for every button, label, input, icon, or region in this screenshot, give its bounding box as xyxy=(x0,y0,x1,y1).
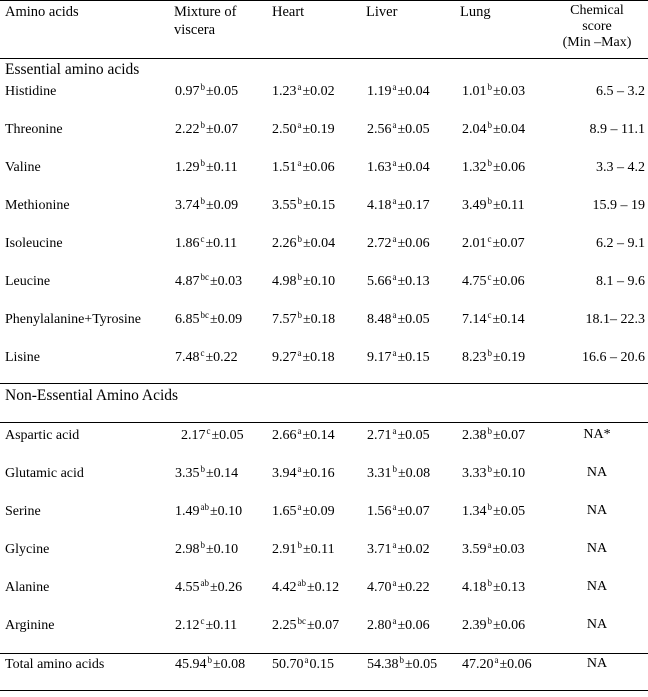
table-row xyxy=(0,349,648,369)
significance-letter: c xyxy=(487,234,492,244)
significance-letter: a xyxy=(494,655,499,665)
significance-letter: a xyxy=(297,502,302,512)
significance-letter: a xyxy=(297,82,302,92)
rule-nonessential-header-bottom xyxy=(0,422,648,423)
cell-mixture: 0.97$^b$±0.05 xyxy=(175,82,239,99)
cell-chemical-score: 15.9 – 19 xyxy=(592,198,645,213)
significance-letter: b xyxy=(200,120,205,130)
significance-letter: b xyxy=(297,540,302,550)
significance-letter: b xyxy=(297,272,302,282)
row-name: Threonine xyxy=(5,122,63,137)
cell-chemical-score: NA xyxy=(586,579,608,594)
table-row xyxy=(0,235,648,255)
significance-letter: a xyxy=(392,578,397,588)
rule-bottom xyxy=(0,690,648,691)
cell-liver: 1.63$^a$±0.04 xyxy=(367,158,430,175)
cell-liver: 3.71$^a$±0.02 xyxy=(367,540,430,557)
rule-essential-end xyxy=(0,383,648,384)
table-row xyxy=(0,159,648,179)
cell-lung: 7.14$^c$±0.14 xyxy=(462,310,525,327)
cell-mixture: 3.74$^b$±0.09 xyxy=(175,196,239,213)
significance-letter: ab xyxy=(297,578,306,588)
section-essential-title: Essential amino acids xyxy=(5,61,140,78)
cell-chemical-score: NA xyxy=(586,656,608,671)
cell-lung: 2.38$^b$±0.07 xyxy=(462,426,526,443)
table-row xyxy=(0,617,648,637)
header-amino-acids: Amino acids xyxy=(5,4,79,20)
cell-liver: 2.56$^a$±0.05 xyxy=(367,120,430,137)
header-chem-line3: (Min –Max) xyxy=(562,35,632,50)
cell-chemical-score: 6.2 – 9.1 xyxy=(596,236,645,251)
significance-letter: b xyxy=(200,82,205,92)
significance-letter: b xyxy=(200,540,205,550)
significance-letter: b xyxy=(487,502,492,512)
cell-lung: 4.18$^b$±0.13 xyxy=(462,578,526,595)
cell-heart: 4.98$^b$±0.10 xyxy=(272,272,336,289)
cell-lung: 2.39$^b$±0.06 xyxy=(462,616,526,633)
cell-liver: 2.72$^a$±0.06 xyxy=(367,234,430,251)
cell-mixture: 2.17$^c$±0.05 xyxy=(181,426,244,443)
significance-letter: b xyxy=(207,655,212,665)
significance-letter: b xyxy=(487,464,492,474)
significance-letter: a xyxy=(392,502,397,512)
cell-heart: 50.70$^a$0.15 xyxy=(272,655,334,672)
table-row xyxy=(0,427,648,447)
significance-letter: c xyxy=(200,616,205,626)
cell-liver: 4.18$^a$±0.17 xyxy=(367,196,430,213)
header-mixture-line2: viscera xyxy=(174,22,216,38)
significance-letter: a xyxy=(297,426,302,436)
cell-mixture: 2.98$^b$±0.10 xyxy=(175,540,239,557)
significance-letter: a xyxy=(392,426,397,436)
significance-letter: a xyxy=(392,348,397,358)
cell-mixture: 1.49$^{ab}$±0.10 xyxy=(175,502,243,519)
significance-letter: b xyxy=(392,464,397,474)
cell-lung: 2.01$^c$±0.07 xyxy=(462,234,525,251)
cell-heart: 1.51$^a$±0.06 xyxy=(272,158,335,175)
header-lung: Lung xyxy=(460,4,491,20)
table-row xyxy=(0,121,648,141)
cell-liver: 1.56$^a$±0.07 xyxy=(367,502,430,519)
header-chem-line2: score xyxy=(582,19,612,34)
row-name: Glutamic acid xyxy=(5,466,84,481)
significance-letter: ab xyxy=(200,502,209,512)
row-name: Arginine xyxy=(5,618,55,633)
significance-letter: b xyxy=(487,120,492,130)
significance-letter: a xyxy=(297,120,302,130)
cell-liver: 3.31$^b$±0.08 xyxy=(367,464,431,481)
cell-chemical-score: 3.3 – 4.2 xyxy=(596,160,645,175)
cell-mixture: 2.12$^c$±0.11 xyxy=(175,616,238,633)
cell-chemical-score: NA* xyxy=(583,427,611,442)
cell-chemical-score: NA xyxy=(586,617,608,632)
cell-chemical-score: NA xyxy=(586,465,608,480)
row-name: Alanine xyxy=(5,580,50,595)
significance-letter: a xyxy=(392,310,397,320)
cell-heart: 2.66$^a$±0.14 xyxy=(272,426,335,443)
cell-lung: 3.49$^b$±0.11 xyxy=(462,196,525,213)
cell-lung: 1.01$^b$±0.03 xyxy=(462,82,526,99)
row-name: Methionine xyxy=(5,198,70,213)
cell-lung: 2.04$^b$±0.04 xyxy=(462,120,526,137)
table-row xyxy=(0,311,648,331)
table-row xyxy=(0,541,648,561)
cell-heart: 3.94$^a$±0.16 xyxy=(272,464,335,481)
cell-liver: 9.17$^a$±0.15 xyxy=(367,348,430,365)
header-mixture-line1: Mixture of xyxy=(174,4,237,20)
row-name: Valine xyxy=(5,160,41,175)
significance-letter: b xyxy=(487,82,492,92)
header-chemical-score xyxy=(548,3,646,51)
row-name: Aspartic acid xyxy=(5,428,80,443)
cell-chemical-score: 8.9 – 11.1 xyxy=(589,122,645,137)
cell-heart: 7.57$^b$±0.18 xyxy=(272,310,336,327)
row-name: Lisine xyxy=(5,350,40,365)
table-row xyxy=(0,197,648,217)
cell-liver: 1.19$^a$±0.04 xyxy=(367,82,430,99)
cell-chemical-score: 16.6 – 20.6 xyxy=(582,350,645,365)
rule-top xyxy=(0,0,648,1)
significance-letter: a xyxy=(392,120,397,130)
rule-header-bottom xyxy=(0,58,648,59)
cell-liver: 5.66$^a$±0.13 xyxy=(367,272,430,289)
row-name: Isoleucine xyxy=(5,236,63,251)
row-name: Leucine xyxy=(5,274,51,289)
rule-total-top xyxy=(0,653,648,654)
significance-letter: b xyxy=(487,426,492,436)
cell-lung: 4.75$^c$±0.06 xyxy=(462,272,525,289)
cell-mixture: 2.22$^b$±0.07 xyxy=(175,120,239,137)
section-nonessential-title: Non-Essential Amino Acids xyxy=(5,387,179,404)
significance-letter: a xyxy=(392,158,397,168)
cell-mixture: 4.87$^{bc}$±0.03 xyxy=(175,272,243,289)
cell-chemical-score: 18.1– 22.3 xyxy=(585,312,645,327)
significance-letter: a xyxy=(392,272,397,282)
significance-letter: ab xyxy=(200,578,209,588)
cell-liver: 54.38$^b$±0.05 xyxy=(367,655,438,672)
significance-letter: b xyxy=(200,464,205,474)
cell-heart: 1.23$^a$±0.02 xyxy=(272,82,335,99)
row-name: Glycine xyxy=(5,542,50,557)
cell-liver: 4.70$^a$±0.22 xyxy=(367,578,430,595)
significance-letter: c xyxy=(200,348,205,358)
cell-heart: 2.25$^{bc}$±0.07 xyxy=(272,616,340,633)
significance-letter: a xyxy=(297,158,302,168)
cell-lung: 3.33$^b$±0.10 xyxy=(462,464,526,481)
significance-letter: c xyxy=(200,234,205,244)
significance-letter: b xyxy=(487,196,492,206)
cell-chemical-score: 6.5 – 3.2 xyxy=(596,84,645,99)
table-row xyxy=(0,83,648,103)
table-row xyxy=(0,503,648,523)
cell-heart: 2.91$^b$±0.11 xyxy=(272,540,335,557)
cell-heart: 9.27$^a$±0.18 xyxy=(272,348,335,365)
row-name: Histidine xyxy=(5,84,57,99)
table-row xyxy=(0,465,648,485)
significance-letter: a xyxy=(392,196,397,206)
significance-letter: b xyxy=(297,196,302,206)
significance-letter: b xyxy=(297,234,302,244)
significance-letter: bc xyxy=(297,616,306,626)
cell-mixture: 4.55$^{ab}$±0.26 xyxy=(175,578,243,595)
cell-mixture: 3.35$^b$±0.14 xyxy=(175,464,239,481)
significance-letter: a xyxy=(392,616,397,626)
header-liver: Liver xyxy=(366,4,398,20)
significance-letter: b xyxy=(487,158,492,168)
cell-chemical-score: NA xyxy=(586,541,608,556)
significance-letter: a xyxy=(487,540,492,550)
header-heart: Heart xyxy=(272,4,305,20)
row-name: Serine xyxy=(5,504,41,519)
cell-chemical-score: NA xyxy=(586,503,608,518)
significance-letter: b xyxy=(399,655,404,665)
significance-letter: a xyxy=(304,655,309,665)
significance-letter: c xyxy=(487,272,492,282)
significance-letter: b xyxy=(487,616,492,626)
cell-mixture: 6.85$^{bc}$±0.09 xyxy=(175,310,243,327)
total-row xyxy=(0,656,648,676)
significance-letter: b xyxy=(297,310,302,320)
cell-liver: 2.80$^a$±0.06 xyxy=(367,616,430,633)
significance-letter: bc xyxy=(200,272,209,282)
cell-heart: 3.55$^b$±0.15 xyxy=(272,196,336,213)
header-chem-line1: Chemical xyxy=(570,3,624,18)
significance-letter: b xyxy=(200,196,205,206)
cell-mixture: 1.29$^b$±0.11 xyxy=(175,158,238,175)
cell-heart: 4.42$^{ab}$±0.12 xyxy=(272,578,340,595)
cell-heart: 2.26$^b$±0.04 xyxy=(272,234,336,251)
significance-letter: a xyxy=(297,464,302,474)
significance-letter: a xyxy=(392,540,397,550)
significance-letter: c xyxy=(206,426,211,436)
table-row xyxy=(0,273,648,293)
row-name: Phenylalanine+Tyrosine xyxy=(5,312,141,327)
table-row xyxy=(0,579,648,599)
cell-mixture: 7.48$^c$±0.22 xyxy=(175,348,238,365)
significance-letter: b xyxy=(200,158,205,168)
significance-letter: a xyxy=(392,234,397,244)
significance-letter: a xyxy=(392,82,397,92)
cell-liver: 8.48$^a$±0.05 xyxy=(367,310,430,327)
cell-mixture: 45.94$^b$±0.08 xyxy=(175,655,246,672)
cell-lung: 1.32$^b$±0.06 xyxy=(462,158,526,175)
cell-chemical-score: 8.1 – 9.6 xyxy=(596,274,645,289)
significance-letter: b xyxy=(487,348,492,358)
significance-letter: a xyxy=(297,348,302,358)
cell-heart: 1.65$^a$±0.09 xyxy=(272,502,335,519)
cell-liver: 2.71$^a$±0.05 xyxy=(367,426,430,443)
row-name: Total amino acids xyxy=(5,657,105,672)
cell-lung: 8.23$^b$±0.19 xyxy=(462,348,526,365)
cell-heart: 2.50$^a$±0.19 xyxy=(272,120,335,137)
cell-lung: 1.34$^b$±0.05 xyxy=(462,502,526,519)
cell-lung: 3.59$^a$±0.03 xyxy=(462,540,525,557)
cell-lung: 47.20$^a$±0.06 xyxy=(462,655,532,672)
header-mixture xyxy=(174,3,236,39)
significance-letter: c xyxy=(487,310,492,320)
significance-letter: bc xyxy=(200,310,209,320)
significance-letter: b xyxy=(487,578,492,588)
cell-mixture: 1.86$^c$±0.11 xyxy=(175,234,238,251)
